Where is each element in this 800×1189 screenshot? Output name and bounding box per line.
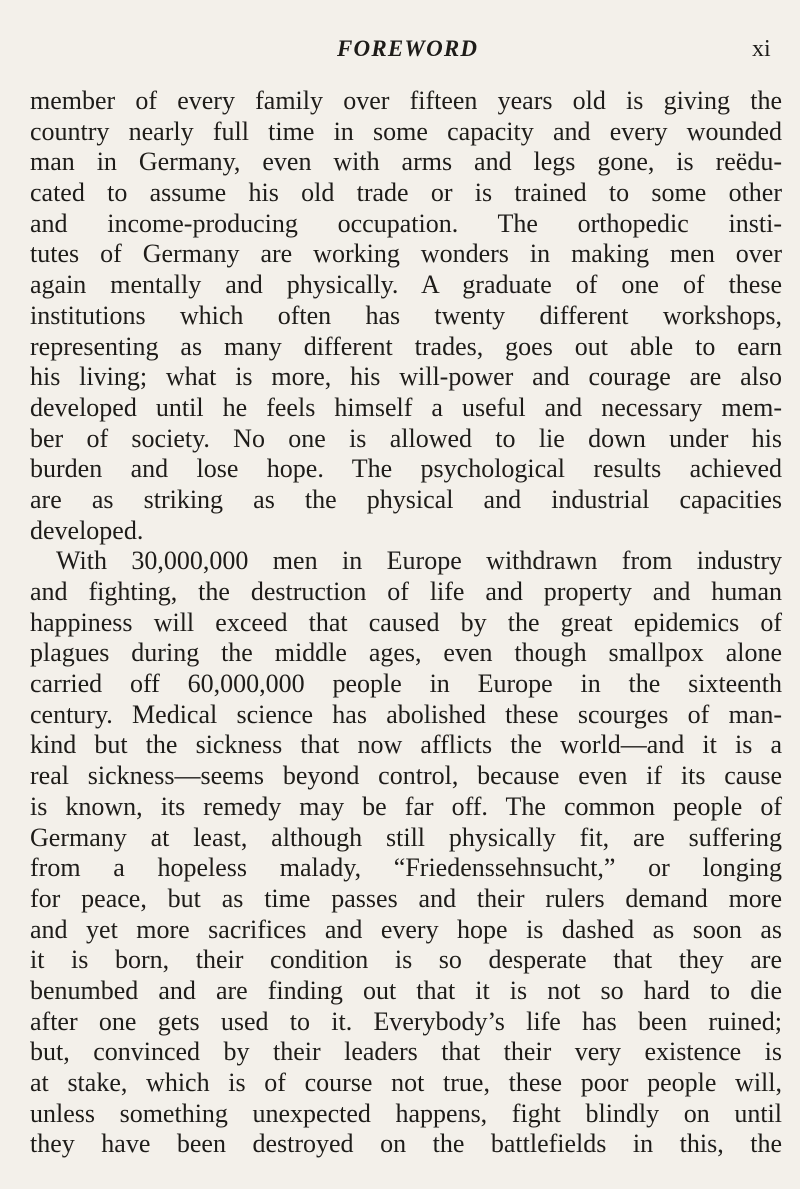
text-line: developed until he feels himself a useful and necessary mem- [30, 392, 782, 422]
text-line: at stake, which is of course not true, these poor people will, [30, 1068, 782, 1097]
text-line: cated to assume his old trade or is trained to some other [30, 178, 782, 208]
text-line: his living; what is more, his will-power and courage are also [30, 362, 782, 392]
text-line: representing as many different trades, goes out able to earn [30, 331, 782, 361]
text-line: and fighting, the destruction of life and property and human [30, 577, 782, 606]
text-line: from a hopeless malady, “Friedenssehnsucht,” or longing [30, 853, 782, 883]
text-line: ber of society. No one is allowed to lie down under his [30, 423, 782, 453]
running-head [0, 34, 800, 68]
text-line: it is born, their condition is so desperate that they are [30, 945, 782, 975]
text-line: and yet more sacrifices and every hope is dashed as soon as [30, 914, 782, 944]
running-title: FOREWORD [337, 36, 479, 61]
page-number: xi [752, 36, 771, 62]
text-line: century. Medical science has abolished these scourges of man- [30, 699, 782, 729]
text-line: Germany at least, although still physically fit, are suffering [30, 822, 782, 852]
text-line: are as striking as the physical and industrial capacities [30, 484, 782, 514]
text-line: real sickness—seems beyond control, because even if its cause [30, 761, 782, 791]
body-text [30, 86, 782, 1160]
text-line: benumbed and are finding out that it is not so hard to die [30, 975, 782, 1005]
text-line: burden and lose hope. The psychological results achieved [30, 454, 782, 484]
text-line: With 30,000,000 men in Europe withdrawn from industry [56, 546, 782, 576]
text-line: carried off 60,000,000 people in Europe in the sixteenth [30, 669, 782, 699]
text-line: is known, its remedy may be far off. The common people of [30, 791, 782, 821]
text-line: plagues during the middle ages, even though smallpox alone [30, 638, 782, 668]
text-line: member of every family over fifteen years old is giving the [30, 86, 782, 115]
text-line: man in Germany, even with arms and legs gone, is reëdu- [30, 147, 782, 177]
text-line: tutes of Germany are working wonders in making men over [30, 239, 782, 269]
text-line: they have been destroyed on the battlefields in this, the [30, 1129, 782, 1159]
text-line: kind but the sickness that now afflicts the world—and it is a [30, 730, 782, 760]
text-line: happiness will exceed that caused by the great epidemics of [30, 607, 782, 637]
text-line: for peace, but as time passes and their rulers demand more [30, 883, 782, 913]
text-line: developed. [30, 515, 144, 545]
text-line: institutions which often has twenty different workshops, [30, 300, 782, 330]
text-line: country nearly full time in some capacity and every wounded [30, 116, 782, 146]
text-line: but, convinced by their leaders that their very existence is [30, 1037, 782, 1067]
text-line: and income-producing occupation. The orthopedic insti- [30, 208, 782, 238]
text-line: after one gets used to it. Everybody’s life has been ruined; [30, 1006, 782, 1036]
text-line: again mentally and physically. A graduate of one of these [30, 270, 782, 300]
text-line: unless something unexpected happens, fight blindly on until [30, 1098, 782, 1128]
